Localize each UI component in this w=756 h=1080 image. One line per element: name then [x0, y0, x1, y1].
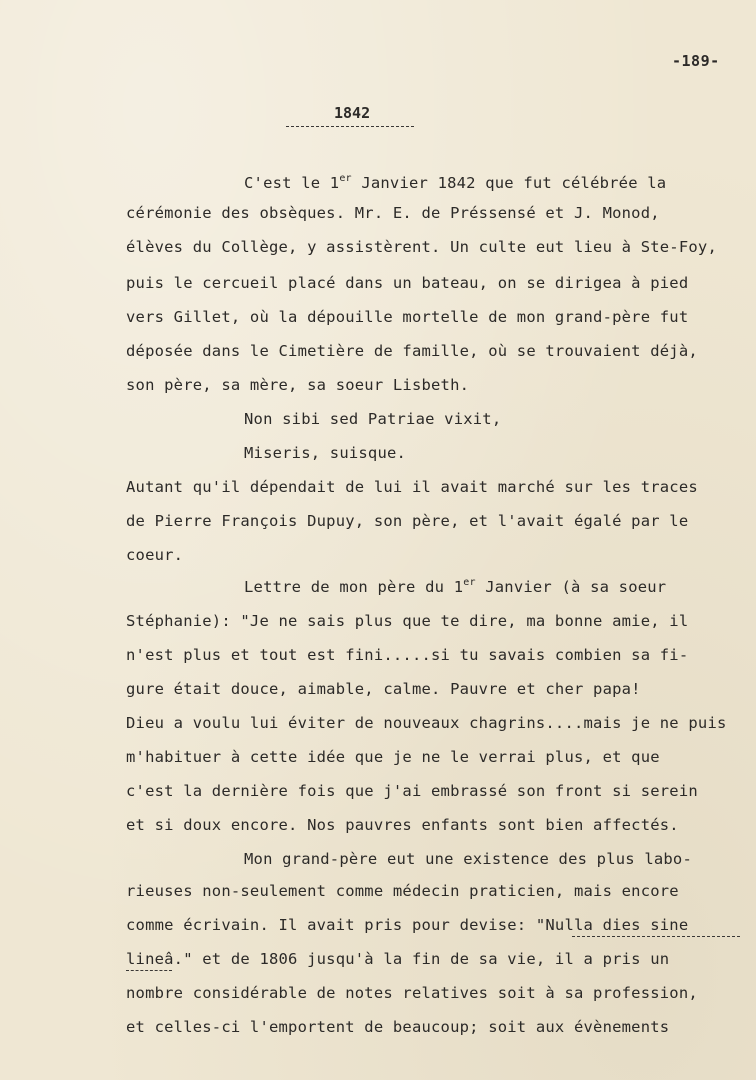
section-title: 1842: [334, 104, 371, 122]
text-line: lineâ." et de 1806 jusqu'à la fin de sa vie, il a pris un: [126, 950, 670, 968]
text-line: cérémonie des obsèques. Mr. E. de Préssensé et J. Monod,: [126, 204, 660, 222]
text-line: déposée dans le Cimetière de famille, où se trouvaient déjà,: [126, 342, 698, 360]
page-number: -189-: [672, 52, 720, 70]
text-line: nombre considérable de notes relatives soit à sa profession,: [126, 984, 698, 1002]
text-line: comme écrivain. Il avait pris pour devise: "Nulla dies sine: [126, 916, 689, 934]
text-line: Autant qu'il dépendait de lui il avait marché sur les traces: [126, 478, 698, 496]
motto-underline: [572, 936, 740, 937]
text-line: n'est plus et tout est fini.....si tu savais combien sa fi-: [126, 646, 689, 664]
epitaph-line: Non sibi sed Patriae vixit,: [244, 410, 502, 428]
text-line: Mon grand-père eut une existence des plus labo-: [244, 850, 692, 868]
text-line: élèves du Collège, y assistèrent. Un culte eut lieu à Ste-Foy,: [126, 238, 717, 256]
text-line: vers Gillet, où la dépouille mortelle de mon grand-père fut: [126, 308, 689, 326]
text-line: coeur.: [126, 546, 184, 564]
text-line: de Pierre François Dupuy, son père, et l'avait égalé par le: [126, 512, 689, 530]
text-line: et si doux encore. Nos pauvres enfants sont bien affectés.: [126, 816, 679, 834]
text-line: puis le cercueil placé dans un bateau, on se dirigea à pied: [126, 274, 689, 292]
text-line: Stéphanie): "Je ne sais plus que te dire, ma bonne amie, il: [126, 612, 689, 630]
text-line: rieuses non-seulement comme médecin praticien, mais encore: [126, 882, 679, 900]
text-line: m'habituer à cette idée que je ne le verrai plus, et que: [126, 748, 660, 766]
text-line: et celles-ci l'emportent de beaucoup; soit aux évènements: [126, 1018, 670, 1036]
epitaph-line: Miseris, suisque.: [244, 444, 407, 462]
title-underline: [286, 126, 414, 127]
motto-underline: [126, 970, 172, 971]
text-line: Lettre de mon père du 1er Janvier (à sa soeur: [244, 577, 667, 596]
text-line: son père, sa mère, sa soeur Lisbeth.: [126, 376, 470, 394]
text-line: C'est le 1er Janvier 1842 que fut célébrée la: [244, 173, 667, 192]
text-line: c'est la dernière fois que j'ai embrassé son front si serein: [126, 782, 698, 800]
text-line: gure était douce, aimable, calme. Pauvre et cher papa!: [126, 680, 641, 698]
text-line: Dieu a voulu lui éviter de nouveaux chagrins....mais je ne puis: [126, 714, 727, 732]
